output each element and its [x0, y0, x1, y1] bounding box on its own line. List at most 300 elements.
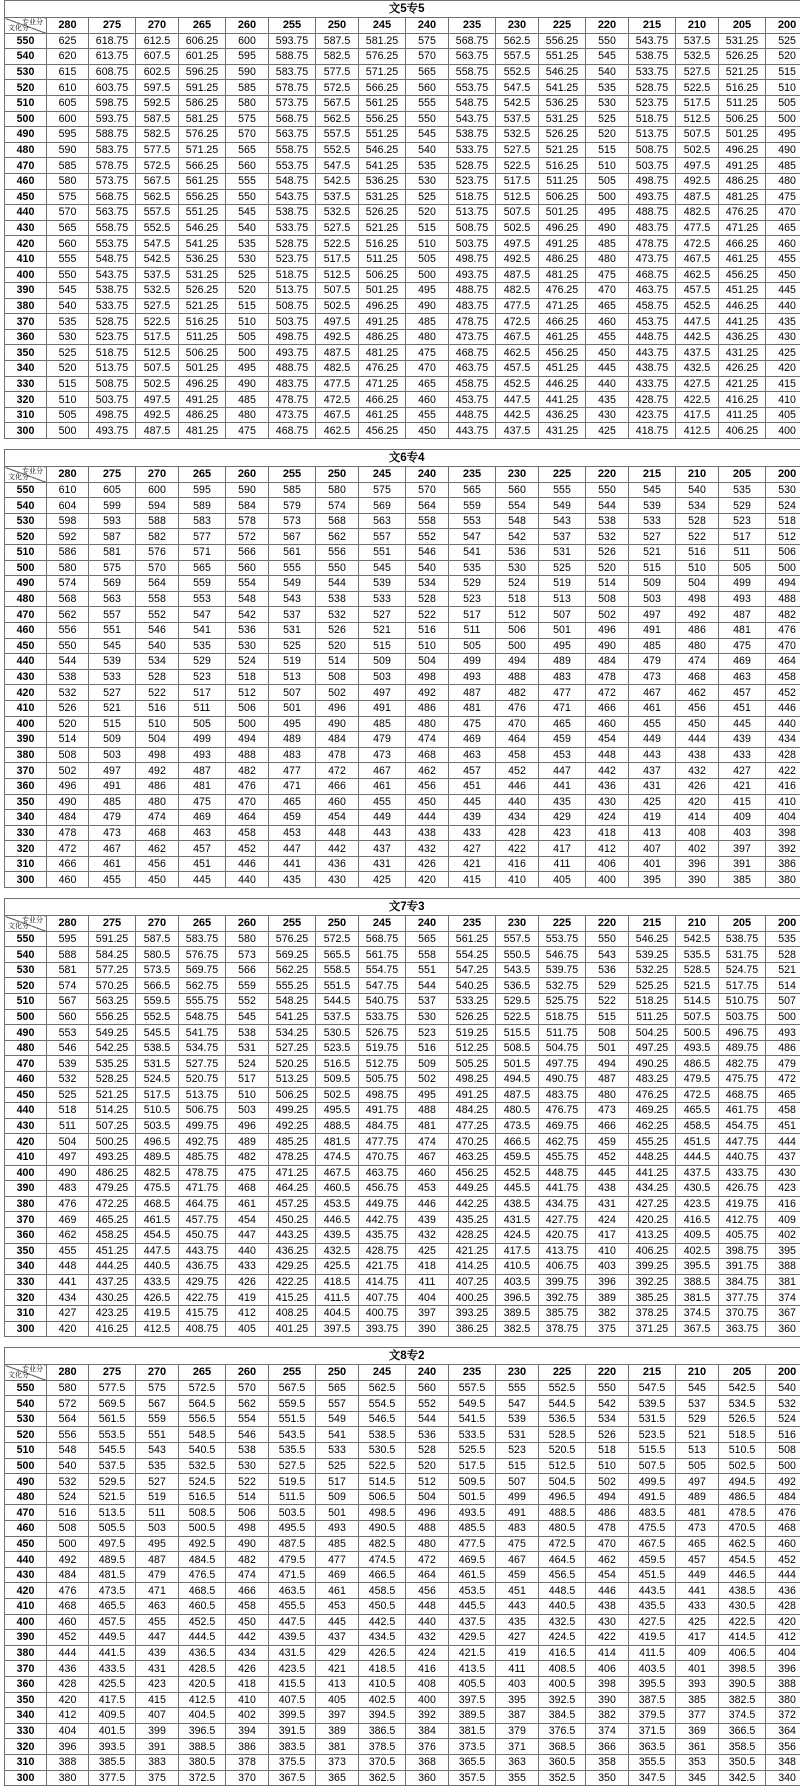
table-cell: 448: [406, 1599, 449, 1615]
table-cell: 398.75: [719, 1243, 766, 1259]
table-cell: 446.25: [539, 376, 586, 392]
table-cell: 550: [586, 931, 629, 947]
table-cell: 514.5: [676, 994, 719, 1010]
row-header: 530: [5, 962, 47, 978]
table-cell: 555: [269, 560, 316, 576]
table-cell: 435.25: [449, 1212, 496, 1228]
table-cell: 433: [676, 1599, 719, 1615]
table-cell: 340: [766, 1770, 800, 1786]
table-cell: 485: [89, 794, 136, 810]
table-cell: 452: [766, 685, 800, 701]
table-cell: 580: [47, 560, 89, 576]
table-cell: 409: [766, 1212, 800, 1228]
table-cell: 569.75: [179, 962, 226, 978]
table-cell: 448.75: [539, 1165, 586, 1181]
table-cell: 395: [766, 1243, 800, 1259]
table-cell: 503: [359, 669, 406, 685]
table-cell: 467: [406, 1149, 449, 1165]
row-header: 450: [5, 638, 47, 654]
table-cell: 508: [766, 1443, 800, 1459]
table-cell: 500: [226, 345, 269, 361]
table-cell: 467.5: [496, 329, 539, 345]
table-cell: 482.5: [496, 283, 539, 299]
table-cell: 418.75: [629, 423, 676, 439]
table-cell: 481.5: [316, 1134, 359, 1150]
table-row: [5, 994, 800, 1010]
table-cell: 478: [586, 1521, 629, 1537]
table-cell: 455.5: [269, 1599, 316, 1615]
table-cell: 466.25: [539, 314, 586, 330]
table-cell: 471.5: [269, 1567, 316, 1583]
table-cell: 477.5: [449, 1536, 496, 1552]
table-cell: 625: [47, 33, 89, 49]
table-cell: 377.75: [719, 1290, 766, 1306]
table-cell: 476: [47, 1196, 89, 1212]
table-cell: 375.5: [269, 1754, 316, 1770]
table-cell: 387.5: [629, 1692, 676, 1708]
table-cell: 454: [316, 810, 359, 826]
table-cell: 377: [676, 1708, 719, 1724]
table-cell: 495: [406, 1087, 449, 1103]
table-cell: 561.75: [359, 947, 406, 963]
table-cell: 398.5: [719, 1661, 766, 1677]
table-cell: 490.5: [359, 1521, 406, 1537]
table-cell: 518.75: [449, 189, 496, 205]
table-cell: 580: [47, 1380, 89, 1396]
table-cell: 508.5: [179, 1505, 226, 1521]
row-header: 410: [5, 251, 47, 267]
table-cell: 483.75: [449, 298, 496, 314]
table-cell: 522.5: [496, 158, 539, 174]
table-cell: 501.25: [539, 205, 586, 221]
table-cell: 508: [47, 747, 89, 763]
column-header: 220: [586, 1365, 629, 1381]
table-cell: 518: [766, 513, 800, 529]
table-cell: 532: [47, 1474, 89, 1490]
table-cell: 461.25: [359, 407, 406, 423]
table-cell: 538.75: [719, 931, 766, 947]
row-header: 350: [5, 794, 47, 810]
table-row: [5, 407, 800, 423]
table-cell: 467: [359, 763, 406, 779]
table-cell: 530: [226, 638, 269, 654]
table-cell: 414.75: [359, 1274, 406, 1290]
table-cell: 403: [719, 825, 766, 841]
table-cell: 572: [226, 529, 269, 545]
table-row: [5, 716, 800, 732]
table-cell: 506.5: [359, 1489, 406, 1505]
table-cell: 567.5: [269, 1380, 316, 1396]
table-cell: 521.25: [719, 64, 766, 80]
table-cell: 458: [766, 1103, 800, 1119]
table-cell: 557.5: [449, 1380, 496, 1396]
table-cell: 525: [766, 33, 800, 49]
table-cell: 532.5: [136, 283, 179, 299]
table-cell: 494: [766, 576, 800, 592]
row-header: 380: [5, 1196, 47, 1212]
row-header: 530: [5, 1411, 47, 1427]
table-cell: 423: [539, 825, 586, 841]
table-cell: 503.75: [719, 1009, 766, 1025]
column-header: 200: [766, 916, 800, 932]
table-cell: 394: [226, 1723, 269, 1739]
table-cell: 529: [449, 576, 496, 592]
table-cell: 488.75: [269, 361, 316, 377]
table-cell: 435: [496, 1614, 539, 1630]
table-row: [5, 1290, 800, 1306]
table-cell: 571: [179, 545, 226, 561]
column-header: 205: [719, 1365, 766, 1381]
table-cell: 495: [586, 205, 629, 221]
table-cell: 433.5: [136, 1274, 179, 1290]
table-cell: 441: [269, 856, 316, 872]
table-cell: 542.5: [316, 173, 359, 189]
table-cell: 427.75: [539, 1212, 586, 1228]
table-cell: 494: [226, 732, 269, 748]
table-cell: 483.25: [629, 1072, 676, 1088]
table-row: [5, 654, 800, 670]
table-cell: 506.25: [719, 111, 766, 127]
table-cell: 578: [226, 513, 269, 529]
table-cell: 469: [47, 1212, 89, 1228]
table-cell: 515: [406, 220, 449, 236]
table-cell: 460: [766, 236, 800, 252]
table-cell: 547: [179, 607, 226, 623]
table-cell: 433.5: [89, 1661, 136, 1677]
table-cell: 599: [89, 498, 136, 514]
table-cell: 556: [316, 545, 359, 561]
table-cell: 431.5: [269, 1645, 316, 1661]
table-cell: 488.75: [629, 205, 676, 221]
table-cell: 446.25: [719, 298, 766, 314]
row-header: 320: [5, 1739, 47, 1755]
table-cell: 413: [316, 1676, 359, 1692]
table-cell: 540: [406, 560, 449, 576]
table-row: [5, 1009, 800, 1025]
table-cell: 531.5: [629, 1411, 676, 1427]
table-cell: 549: [316, 1411, 359, 1427]
table-cell: 585: [47, 158, 89, 174]
table-cell: 463.75: [629, 283, 676, 299]
table-cell: 524.5: [136, 1072, 179, 1088]
table-gap: [4, 888, 800, 898]
table-cell: 402: [226, 1708, 269, 1724]
table-cell: 424.5: [496, 1227, 539, 1243]
table-cell: 530.5: [359, 1443, 406, 1459]
table-cell: 381: [316, 1739, 359, 1755]
table-row: [5, 962, 800, 978]
table-cell: 541: [316, 1427, 359, 1443]
table-cell: 561.25: [179, 173, 226, 189]
table-cell: 552.5: [136, 1009, 179, 1025]
table-cell: 484.5: [179, 1552, 226, 1568]
table-cell: 433: [449, 825, 496, 841]
table-cell: 428.5: [179, 1661, 226, 1677]
row-header: 340: [5, 361, 47, 377]
table-cell: 418: [586, 825, 629, 841]
table-cell: 477.5: [676, 220, 719, 236]
table-cell: 590: [226, 64, 269, 80]
table-cell: 506.25: [179, 345, 226, 361]
table-cell: 460: [406, 1165, 449, 1181]
table-cell: 561: [269, 545, 316, 561]
table-cell: 487.5: [316, 345, 359, 361]
table-cell: 508.75: [449, 220, 496, 236]
table-row: [5, 1521, 800, 1537]
table-row: [5, 1087, 800, 1103]
table-cell: 426: [406, 856, 449, 872]
table-cell: 403.5: [629, 1661, 676, 1677]
table-cell: 550: [316, 560, 359, 576]
table-cell: 568.75: [269, 111, 316, 127]
table-cell: 500: [766, 1458, 800, 1474]
table-cell: 451: [496, 1583, 539, 1599]
table-cell: 491.5: [629, 1489, 676, 1505]
table-cell: 535: [226, 236, 269, 252]
table-cell: 450.25: [269, 1212, 316, 1228]
table-cell: 559: [449, 498, 496, 514]
table-cell: 585: [226, 80, 269, 96]
table-cell: 378: [226, 1754, 269, 1770]
table-cell: 443: [496, 1599, 539, 1615]
table-cell: 495: [226, 361, 269, 377]
table-cell: 512.5: [316, 267, 359, 283]
table-cell: 471.25: [539, 298, 586, 314]
table-cell: 557: [89, 607, 136, 623]
table-cell: 533: [629, 513, 676, 529]
table-cell: 598: [47, 513, 89, 529]
table-cell: 577: [179, 529, 226, 545]
table-cell: 523: [406, 1025, 449, 1041]
table-cell: 530: [406, 173, 449, 189]
row-header: 300: [5, 872, 47, 888]
table-cell: 534.5: [719, 1396, 766, 1412]
table-cell: 443.5: [629, 1583, 676, 1599]
table-cell: 551: [359, 545, 406, 561]
table-cell: 416: [766, 1196, 800, 1212]
table-cell: 520: [586, 127, 629, 143]
table-row: [5, 638, 800, 654]
table-cell: 513.75: [269, 283, 316, 299]
table-cell: 596.25: [179, 64, 226, 80]
table-cell: 406.25: [719, 423, 766, 439]
table-cell: 532.5: [316, 205, 359, 221]
table-cell: 445: [586, 361, 629, 377]
table-cell: 506.25: [359, 267, 406, 283]
table-cell: 545: [226, 205, 269, 221]
table-cell: 518: [496, 591, 539, 607]
table-cell: 612.5: [136, 33, 179, 49]
table-cell: 525: [226, 267, 269, 283]
table-cell: 522: [406, 607, 449, 623]
table-cell: 468.5: [136, 1196, 179, 1212]
table-cell: 496: [226, 1118, 269, 1134]
table-cell: 489.75: [719, 1040, 766, 1056]
table-cell: 523.5: [316, 1040, 359, 1056]
table-cell: 412: [586, 841, 629, 857]
table-cell: 500.25: [89, 1134, 136, 1150]
table-cell: 512.5: [136, 345, 179, 361]
table-cell: 450.75: [179, 1227, 226, 1243]
table-cell: 521: [89, 700, 136, 716]
table-cell: 538.75: [269, 205, 316, 221]
table-cell: 496.75: [719, 1025, 766, 1041]
table-cell: 550: [47, 638, 89, 654]
table-cell: 369: [676, 1723, 719, 1739]
table-cell: 395.5: [629, 1676, 676, 1692]
table-cell: 417.5: [89, 1692, 136, 1708]
table-cell: 512.5: [676, 111, 719, 127]
table-cell: 485: [766, 158, 800, 174]
table-cell: 523.75: [89, 329, 136, 345]
table-cell: 496.25: [179, 376, 226, 392]
table-cell: 478.75: [179, 1165, 226, 1181]
table-cell: 472.5: [496, 314, 539, 330]
table-cell: 533.75: [449, 142, 496, 158]
table-cell: 427: [496, 1630, 539, 1646]
table-cell: 582.5: [136, 127, 179, 143]
table-cell: 411.25: [719, 407, 766, 423]
table-cell: 535: [136, 1458, 179, 1474]
table-cell: 532: [47, 1072, 89, 1088]
table-cell: 550: [586, 482, 629, 498]
table-cell: 510.5: [719, 1443, 766, 1459]
row-header: 350: [5, 1692, 47, 1708]
table-cell: 374: [586, 1723, 629, 1739]
table-cell: 429: [539, 810, 586, 826]
table-cell: 440.5: [539, 1599, 586, 1615]
table-cell: 507.5: [496, 205, 539, 221]
table-cell: 556.25: [539, 33, 586, 49]
table-cell: 580: [226, 931, 269, 947]
column-header: 265: [179, 916, 226, 932]
table-cell: 595: [47, 931, 89, 947]
table-row: [5, 298, 800, 314]
table-cell: 610: [47, 80, 89, 96]
table-cell: 431: [586, 1196, 629, 1212]
table-cell: 509.5: [316, 1072, 359, 1088]
table-cell: 572.5: [136, 158, 179, 174]
table-cell: 549.25: [89, 1025, 136, 1041]
table-cell: 480: [766, 173, 800, 189]
table-cell: 593.75: [89, 111, 136, 127]
table-cell: 496: [586, 622, 629, 638]
table-cell: 481.5: [89, 1567, 136, 1583]
table-row: [5, 794, 800, 810]
table-cell: 391: [136, 1739, 179, 1755]
table-cell: 446.5: [719, 1567, 766, 1583]
table-cell: 430.5: [719, 1599, 766, 1615]
table-cell: 520.75: [179, 1072, 226, 1088]
table-cell: 490.75: [539, 1072, 586, 1088]
table-cell: 469.25: [629, 1103, 676, 1119]
table-cell: 513.75: [179, 1087, 226, 1103]
table-cell: 520: [226, 283, 269, 299]
table-cell: 494.5: [719, 1474, 766, 1490]
table-cell: 399.25: [629, 1259, 676, 1275]
table-cell: 575: [47, 189, 89, 205]
table-cell: 441: [539, 778, 586, 794]
table-cell: 450: [406, 794, 449, 810]
table-cell: 438.75: [629, 361, 676, 377]
table-cell: 478.75: [449, 314, 496, 330]
table-cell: 462: [47, 1227, 89, 1243]
table-cell: 362.5: [359, 1770, 406, 1786]
table-cell: 573: [226, 947, 269, 963]
table-cell: 471: [269, 778, 316, 794]
table-cell: 470.75: [359, 1149, 406, 1165]
table-cell: 543: [269, 591, 316, 607]
table-cell: 454: [586, 732, 629, 748]
row-header: 500: [5, 1009, 47, 1025]
header-row: [5, 18, 800, 34]
table-cell: 463: [719, 669, 766, 685]
table-cell: 442.5: [496, 407, 539, 423]
row-header: 480: [5, 142, 47, 158]
table-cell: 473.75: [269, 407, 316, 423]
table-cell: 524: [47, 1489, 89, 1505]
table-cell: 391: [719, 856, 766, 872]
table-cell: 470.5: [719, 1521, 766, 1537]
table-cell: 427.25: [629, 1196, 676, 1212]
table-cell: 437.5: [676, 345, 719, 361]
table-cell: 420: [47, 1321, 89, 1337]
table-cell: 582: [136, 529, 179, 545]
table-cell: 595: [179, 482, 226, 498]
table-cell: 471.75: [179, 1181, 226, 1197]
table-cell: 497.75: [539, 1056, 586, 1072]
table-cell: 550: [406, 111, 449, 127]
table-cell: 420: [47, 1692, 89, 1708]
table-cell: 477: [316, 1552, 359, 1568]
table-row: [5, 1770, 800, 1786]
table-row: [5, 576, 800, 592]
table-cell: 512: [226, 685, 269, 701]
table-cell: 519: [539, 576, 586, 592]
table-cell: 420.5: [179, 1676, 226, 1692]
table-cell: 488: [406, 1521, 449, 1537]
table-cell: 445.5: [449, 1599, 496, 1615]
table-cell: 490: [47, 1165, 89, 1181]
table-cell: 413.25: [629, 1227, 676, 1243]
table-cell: 350.5: [719, 1754, 766, 1770]
table-cell: 443.25: [269, 1227, 316, 1243]
table-cell: 463: [136, 1599, 179, 1615]
table-cell: 480: [406, 329, 449, 345]
row-header: 340: [5, 1259, 47, 1275]
table-cell: 372: [766, 1708, 800, 1724]
table-cell: 376.5: [539, 1723, 586, 1739]
table-cell: 550: [226, 189, 269, 205]
table-row: [5, 841, 800, 857]
table-cell: 548.75: [179, 1009, 226, 1025]
table-cell: 515.5: [629, 1443, 676, 1459]
table-cell: 491.25: [179, 392, 226, 408]
table-cell: 402.5: [359, 1692, 406, 1708]
table-cell: 536.5: [539, 1411, 586, 1427]
table-cell: 486.25: [539, 251, 586, 267]
table-cell: 425: [629, 794, 676, 810]
table-cell: 404: [766, 1645, 800, 1661]
table-cell: 418: [226, 1676, 269, 1692]
table-cell: 531: [496, 1427, 539, 1443]
table-cell: 367: [766, 1305, 800, 1321]
table-cell: 409.5: [676, 1227, 719, 1243]
table-cell: 445: [449, 794, 496, 810]
table-cell: 467.5: [676, 251, 719, 267]
column-header: 225: [539, 916, 586, 932]
table-cell: 401.25: [269, 1321, 316, 1337]
